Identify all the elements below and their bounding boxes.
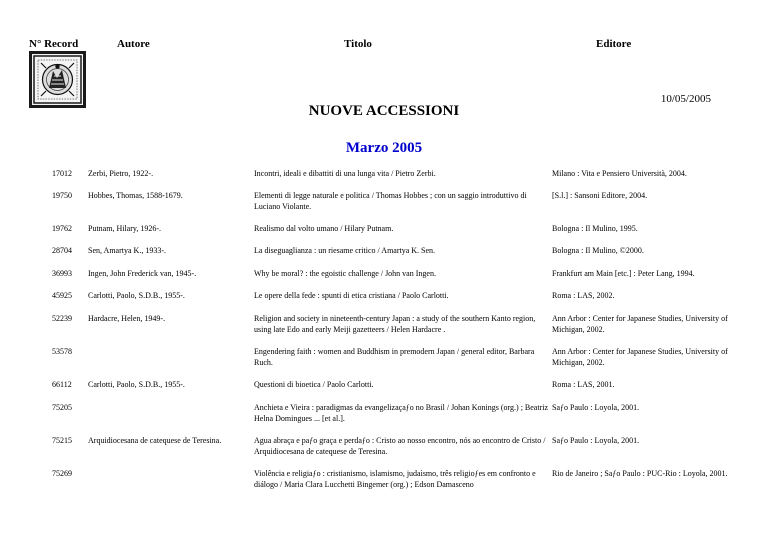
record-publisher: Ann Arbor : Center for Japanese Studies, University of Michigan, 2002. xyxy=(552,314,728,334)
record-publisher: Roma : LAS, 2002. xyxy=(552,291,615,300)
record-number: 19750 xyxy=(52,191,72,200)
column-header-record: N° Record xyxy=(29,38,79,50)
record-title: Le opere della fede : spunti di etica cristiana / Paolo Carlotti. xyxy=(254,291,449,300)
record-title: Incontri, ideali e dibattiti di una lunga vita / Pietro Zerbi. xyxy=(254,169,436,178)
record-number: 52239 xyxy=(52,314,72,323)
record-number: 19762 xyxy=(52,224,72,233)
record-title: La diseguaglianza : un riesame critico / Amartya K. Sen. xyxy=(254,246,436,255)
record-title: Realismo dal volto umano / Hilary Putnam. xyxy=(254,224,394,233)
record-number: 28704 xyxy=(52,246,72,255)
record-publisher: Saƒo Paulo : Loyola, 2001. xyxy=(552,436,640,445)
column-header-title: Titolo xyxy=(344,38,372,50)
column-header-publisher: Editore xyxy=(596,38,632,50)
record-number: 75269 xyxy=(52,469,72,478)
record-author: Putnam, Hilary, 1926-. xyxy=(88,224,162,233)
report-subtitle: Marzo 2005 xyxy=(345,140,423,156)
record-author: Hardacre, Helen, 1949-. xyxy=(88,314,166,323)
record-publisher: Rio de Janeiro ; Saƒo Paulo : PUC-Rio : Loyola, 2001. xyxy=(552,469,728,478)
record-author: Hobbes, Thomas, 1588-1679. xyxy=(88,191,183,200)
record-publisher: Bologna : Il Mulino, 1995. xyxy=(552,224,638,233)
record-author: Ingen, John Frederick van, 1945-. xyxy=(88,269,197,278)
report-date: 10/05/2005 xyxy=(660,93,711,105)
record-number: 75215 xyxy=(52,436,72,445)
record-title: Elementi di legge naturale e politica / Thomas Hobbes ; con un saggio introduttivo di Luciano Violante. xyxy=(254,191,527,211)
record-title: Questioni di bioetica / Paolo Carlotti. xyxy=(254,380,374,389)
record-title: Engendering faith : women and Buddhism in premodern Japan / general editor, Barbara Ruch. xyxy=(254,347,535,367)
report-title: NUOVE ACCESSIONI xyxy=(308,103,460,119)
record-title: Religion and society in nineteenth-century Japan : a study of the southern Kanto region, using late Edo and early Meiji gazetteers / Helen Hardacre . xyxy=(254,314,536,334)
record-title: Anchieta e Vieira : paradigmas da evangelizaçaƒo no Brasil / Johan Konings (org.) ; Beatriz Helna Domingues ... [et al.]. xyxy=(254,403,549,423)
record-number: 17012 xyxy=(52,169,72,178)
record-title: Violência e religiaƒo : cristianismo, islamismo, judaìsmo, três religioƒes em confronto e diálogo / Maria Clara Lucchetti Bingemer (org.) ; Edson Damasceno xyxy=(254,469,536,489)
record-author: Zerbi, Pietro, 1922-. xyxy=(88,169,154,178)
record-publisher: Ann Arbor : Center for Japanese Studies, University of Michigan, 2002. xyxy=(552,347,728,367)
record-publisher: Saƒo Paulo : Loyola, 2001. xyxy=(552,403,640,412)
record-publisher: [S.l.] : Sansoni Editore, 2004. xyxy=(552,191,648,200)
record-publisher: Frankfurt am Main [etc.] : Peter Lang, 1994. xyxy=(552,269,695,278)
record-number: 66112 xyxy=(52,380,72,389)
record-number: 36993 xyxy=(52,269,72,278)
record-publisher: Milano : Vita e Pensiero Università, 2004. xyxy=(552,169,687,178)
record-author: Carlotti, Paolo, S.D.B., 1955-. xyxy=(88,291,185,300)
column-header-author: Autore xyxy=(117,38,150,50)
record-title: Why be moral? : the egoistic challenge / John van Ingen. xyxy=(254,269,436,278)
record-publisher: Bologna : Il Mulino, ©2000. xyxy=(552,246,644,255)
record-number: 75205 xyxy=(52,403,72,412)
record-number: 45925 xyxy=(52,291,72,300)
record-number: 53578 xyxy=(52,347,72,356)
record-author: Arquidiocesana de catequese de Teresina. xyxy=(88,436,222,445)
record-author: Sen, Amartya K., 1933-. xyxy=(88,246,166,255)
record-title: Agua abraça e paƒo graça e perdaƒo : Cristo ao nosso encontro, nós ao encontro de Cristo / Arquidiocesana de catequese de Teresina. xyxy=(254,436,546,456)
record-publisher: Roma : LAS, 2001. xyxy=(552,380,615,389)
record-author: Carlotti, Paolo, S.D.B., 1955-. xyxy=(88,380,185,389)
